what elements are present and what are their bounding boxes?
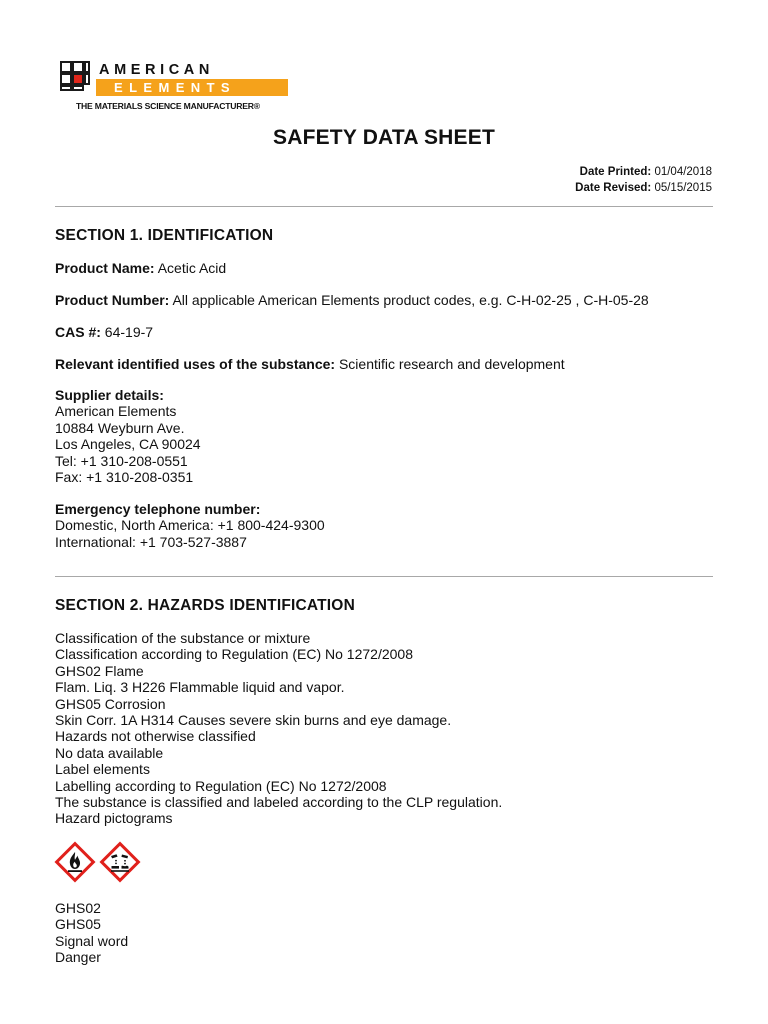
hazard-line: GHS02 Flame [55, 662, 144, 679]
supplier-line: Los Angeles, CA 90024 [55, 436, 201, 453]
hazard-line: The substance is classified and labeled according to the CLP regulation. [55, 794, 503, 811]
supplier-details [55, 387, 201, 485]
corrosion-pictogram-icon [99, 841, 141, 883]
signal-word-label: Signal word [55, 932, 129, 949]
company-logo [60, 61, 290, 117]
date-printed-value: 01/04/2018 [654, 166, 712, 178]
product-number-label: Product Number: [55, 292, 170, 308]
hazard-line: Labelling according to Regulation (EC) No 1272/2008 [55, 777, 387, 794]
pictogram-code: GHS05 [55, 916, 101, 933]
hazard-line: Hazard pictograms [55, 810, 173, 827]
cas-number-label: CAS #: [55, 324, 101, 340]
date-revised-label: Date Revised: [575, 182, 652, 194]
relevant-uses-label: Relevant identified uses of the substance: [55, 356, 336, 372]
product-name-value: Acetic Acid [157, 260, 227, 276]
section-1-heading: SECTION 1. IDENTIFICATION [55, 227, 274, 244]
hazard-line: Hazards not otherwise classified [55, 728, 256, 745]
hazard-line: GHS05 Corrosion [55, 695, 166, 712]
hazard-line: Classification of the substance or mixture [55, 630, 311, 646]
hazard-line: Skin Corr. 1A H314 Causes severe skin burns and eye damage. [55, 712, 452, 729]
date-revised-value: 05/15/2015 [654, 182, 712, 194]
hazard-line: No data available [55, 744, 164, 761]
logo-tagline: THE MATERIALS SCIENCE MANUFACTURER® [76, 101, 260, 111]
hazard-line: Flam. Liq. 3 H226 Flammable liquid and vapor. [55, 679, 345, 696]
document-dates [575, 164, 712, 196]
emergency-line: Domestic, North America: +1 800-424-9300 [55, 517, 325, 534]
supplier-details-label: Supplier details: [55, 387, 164, 403]
supplier-line: 10884 Weyburn Ave. [55, 419, 185, 436]
hazard-line: Label elements [55, 761, 150, 778]
document-title: SAFETY DATA SHEET [273, 126, 495, 149]
hazard-line: Classification according to Regulation (EC) No 1272/2008 [55, 646, 413, 663]
hazards-text [55, 630, 502, 827]
supplier-line: American Elements [55, 403, 177, 420]
date-printed-label: Date Printed: [579, 166, 652, 178]
logo-word-american: AMERICAN [99, 62, 214, 78]
pictogram-code: GHS02 [55, 900, 101, 916]
section-2-heading: SECTION 2. HAZARDS IDENTIFICATION [55, 597, 355, 614]
flame-pictogram-icon [54, 841, 96, 883]
product-name-label: Product Name: [55, 260, 155, 276]
product-name-field [55, 260, 226, 276]
emergency-contacts [55, 501, 325, 550]
divider [55, 206, 713, 207]
cas-number-value: 64-19-7 [104, 324, 154, 340]
product-number-field [55, 292, 649, 308]
signal-word-value: Danger [55, 949, 101, 966]
product-number-value: All applicable American Elements product codes, e.g. C-H-02-25 , C-H-05-28 [172, 292, 649, 308]
date-printed-row [575, 164, 712, 180]
date-revised-row [575, 180, 712, 196]
relevant-uses-field [55, 356, 565, 372]
logo-word-elements: ELEMENTS [114, 80, 236, 95]
pictogram-codes [55, 900, 128, 966]
divider [55, 576, 713, 577]
cas-number-field [55, 324, 153, 340]
emergency-line: International: +1 703-527-3887 [55, 533, 247, 550]
logo-grid-icon [60, 61, 90, 91]
relevant-uses-value: Scientific research and development [338, 356, 565, 372]
supplier-line: Fax: +1 310-208-0351 [55, 469, 194, 486]
emergency-label: Emergency telephone number: [55, 501, 261, 517]
supplier-line: Tel: +1 310-208-0551 [55, 452, 188, 469]
